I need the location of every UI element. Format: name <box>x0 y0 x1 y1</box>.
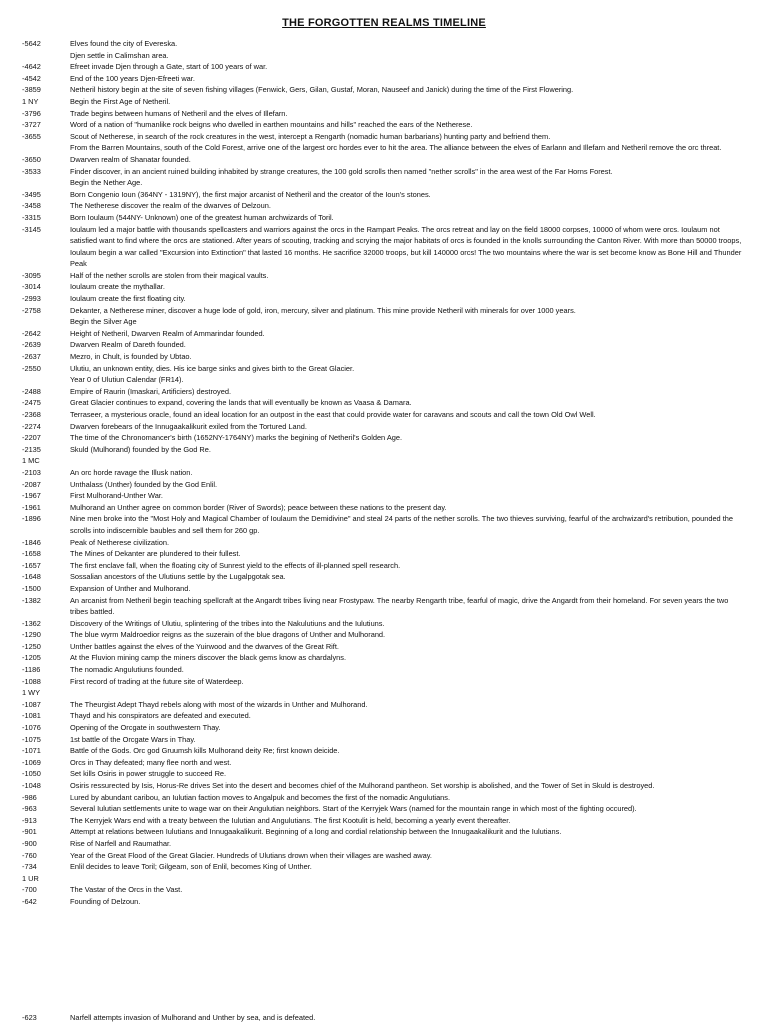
entry-text: 1st battle of the Orcgate Wars in Thay. <box>70 734 196 744</box>
timeline-entry <box>22 676 747 688</box>
entry-year <box>22 50 70 62</box>
entry-text: At the Fluvion mining camp the miners discover the black gems know as chardalyns. <box>70 653 347 663</box>
entry-year: -760 <box>22 850 37 860</box>
entry-year: -3533 <box>22 166 41 176</box>
entry-year <box>22 142 70 154</box>
entry-text: From the Barren Mountains, south of the Cold Forest, arrive one of the largest orc hordes ever to hit the area. The alliance between the elves of Earlann and Illefarn and Netheril remove the orc threat. <box>70 143 722 153</box>
timeline-entry <box>22 374 747 386</box>
entry-year: -1657 <box>22 560 41 570</box>
entry-text: First Mulhorand-Unther War. <box>70 491 163 501</box>
timeline-entry <box>22 490 747 502</box>
entry-year: -1250 <box>22 641 41 651</box>
entry-year: -1075 <box>22 734 41 744</box>
entry-text: The first enclave fall, when the floating city of Sunrest yield to the effects of ill-planned spell research. <box>70 560 401 570</box>
timeline-entry <box>22 200 747 212</box>
entry-text: Year of the Great Flood of the Great Glacier. Hundreds of Ulutians drown when their villages are washed away. <box>70 850 432 860</box>
entry-year: -3650 <box>22 154 41 164</box>
timeline-entry <box>22 305 747 317</box>
timeline-entry <box>22 316 747 328</box>
timeline-entry <box>22 664 747 676</box>
entry-year: -1500 <box>22 583 41 593</box>
timeline-entry <box>22 618 747 630</box>
entry-year: 1 NY <box>22 96 39 106</box>
entry-year: -642 <box>22 896 37 906</box>
entry-text: First record of trading at the future site of Waterdeep. <box>70 676 244 686</box>
entry-text: Begin the Nether Age. <box>70 178 143 188</box>
entry-year: -700 <box>22 885 37 895</box>
entry-year: -3796 <box>22 108 41 118</box>
timeline-entry <box>22 61 747 73</box>
entry-text: Born Ioulaum (544NY- Unknown) one of the greatest human archwizards of Toril. <box>70 212 334 222</box>
timeline-entry <box>22 409 747 421</box>
timeline-entry <box>22 84 747 96</box>
entry-year: -1081 <box>22 711 41 721</box>
timeline-entry <box>22 757 747 769</box>
entry-year: -901 <box>22 827 37 837</box>
entry-text: The Netherese discover the realm of the dwarves of Delzoun. <box>70 201 271 211</box>
entry-year: -3014 <box>22 282 41 292</box>
entry-year: -1076 <box>22 723 41 733</box>
entry-year: -1048 <box>22 781 41 790</box>
entry-year: -2639 <box>22 340 41 350</box>
entry-year: -2135 <box>22 444 41 454</box>
timeline-entry <box>22 537 747 549</box>
timeline-entry <box>22 722 747 734</box>
entry-text: Thayd and his conspirators are defeated and executed. <box>70 711 251 721</box>
entry-text: The Theurgist Adept Thayd rebels along with most of the wizards in Unther and Mulhorand. <box>70 699 368 709</box>
entry-text: The blue wyrm Maldroedior reigns as the suzerain of the blue dragons of Unther and Mulhorand. <box>70 630 386 640</box>
entry-text: Height of Netheril, Dwarven Realm of Ammarindar founded. <box>70 328 265 338</box>
entry-text <box>70 873 747 885</box>
entry-text: Unther battles against the elves of the Yuirwood and the dwarves of the Great Rift. <box>70 641 339 651</box>
entry-text: An orc horde ravage the Illusk nation. <box>70 467 193 477</box>
entry-year: -5642 <box>22 39 41 48</box>
entry-text: Trade begins between humans of Netheril and the elves of Illefarn. <box>70 108 288 118</box>
entry-text: Founding of Delzoun. <box>70 896 141 906</box>
entry-text: Finder discover, in an ancient ruined building inhabited by strange creatures, the 100 gold scrolls then named "nether scrolls" in the area west of the Far Horns Forest. <box>70 166 613 176</box>
timeline-entry <box>22 629 747 641</box>
entry-year: -2087 <box>22 479 41 489</box>
entry-text: Efreet invade Djen through a Gate, start of 100 years of war. <box>70 62 268 72</box>
timeline-entry <box>22 397 747 409</box>
timeline-entry <box>22 50 747 62</box>
entry-text: The time of the Chronomancer's birth (1652NY-1764NY) marks the begining of Netheril's Golden Age. <box>70 433 403 443</box>
entry-text: Dekanter, a Netherese miner, discover a huge lode of gold, iron, mercury, silver and platinum. This mine provide Netheril with minerals for over 1000 years. <box>70 305 576 315</box>
timeline-entry <box>22 734 747 746</box>
entry-year: -1967 <box>22 491 41 501</box>
entry-text: Battle of the Gods. Orc god Gruumsh kills Mulhorand deity Re; first known deicide. <box>70 746 340 756</box>
timeline-entry <box>22 687 747 699</box>
entry-text: Narfell attempts invasion of Mulhorand and Unther by sea, and is defeated. <box>70 1013 316 1022</box>
entry-year: -1050 <box>22 769 41 779</box>
timeline-entry <box>22 154 747 166</box>
entry-text: Nine men broke into the "Most Holy and Magical Chamber of Ioulaum the Demidivine" and steal 24 parts of the nether scrolls. The two thieves surviving, fearful of the archwizard's retribution, pounded the scrolls into indiscernible baubles and sell them for 260 gp. <box>70 514 733 535</box>
entry-text: Word of a nation of "humanlike rock beigns who dwelled in earthen mountains and hills" reached the ears of the Netherese. <box>70 120 473 130</box>
timeline-entry <box>22 815 747 827</box>
entry-year: -2637 <box>22 352 41 362</box>
timeline-entry <box>22 548 747 560</box>
entry-text: Netheril history begin at the site of seven fishing villages (Fenwick, Gers, Gilan, Gustaf, Moran, Nauseef and Janick) during the time of the First Flowering. <box>70 85 574 95</box>
timeline-entry <box>22 873 747 885</box>
entry-year: -734 <box>22 862 37 872</box>
timeline-entry <box>22 96 747 108</box>
timeline-entry <box>22 850 747 862</box>
document-title: THE FORGOTTEN REALMS TIMELINE <box>282 17 486 29</box>
entry-year: -2274 <box>22 421 41 431</box>
timeline-entry <box>22 224 747 270</box>
entry-year: -4642 <box>22 62 41 72</box>
entry-year: -1846 <box>22 537 41 547</box>
entry-text: Begin the Silver Age <box>70 317 137 327</box>
entry-year: -2642 <box>22 328 41 338</box>
timeline-entry <box>22 38 747 50</box>
entry-year: -1648 <box>22 572 41 582</box>
entry-text: Enlil decides to leave Toril; Gilgeam, son of Enlil, becomes King of Unther. <box>70 862 312 872</box>
timeline-entry <box>22 571 747 583</box>
entry-year: -3458 <box>22 201 41 211</box>
entry-year: -3315 <box>22 212 41 222</box>
entry-year: -1896 <box>22 514 41 524</box>
timeline-entry <box>22 212 747 224</box>
entry-text <box>70 687 747 699</box>
entry-year: -2103 <box>22 467 41 477</box>
entry-text: Dwarven forebears of the Innugaakalikurit exiled from the Tortured Land. <box>70 421 307 431</box>
timeline-entry <box>22 710 747 722</box>
entry-text: Attempt at relations between Iulutians and Innugaakalikurit. Beginning of a long and cordial relationship between the Innugaakalikurit and the Iulutians. <box>70 827 562 837</box>
entry-year: -3095 <box>22 270 41 280</box>
timeline-entry <box>22 792 747 804</box>
timeline-entry <box>22 560 747 572</box>
entry-text: Expansion of Unther and Mulhorand. <box>70 583 191 593</box>
entry-text: Dwarven Realm of Dareth founded. <box>70 340 186 350</box>
entry-text: The Vastar of the Orcs in the Vast. <box>70 885 183 895</box>
entry-year: 1 UR <box>22 873 39 883</box>
timeline-entry <box>22 513 747 536</box>
entry-year: -913 <box>22 815 37 825</box>
timeline-entries <box>22 38 747 908</box>
timeline-entry <box>22 363 747 375</box>
entry-year: -1382 <box>22 595 41 605</box>
entry-year: -4542 <box>22 73 41 83</box>
entry-year: -1069 <box>22 757 41 767</box>
timeline-entry <box>22 479 747 491</box>
timeline-entry <box>22 641 747 653</box>
timeline-entry <box>22 142 747 154</box>
timeline-entry <box>22 768 747 780</box>
entry-year: -986 <box>22 792 37 802</box>
entry-year: -2207 <box>22 433 41 443</box>
entry-year: -1088 <box>22 676 41 686</box>
entry-year: -2488 <box>22 386 41 396</box>
entry-year: -2550 <box>22 363 41 373</box>
entry-year: -1071 <box>22 746 41 756</box>
timeline-entry <box>22 281 747 293</box>
timeline-entry <box>22 328 747 340</box>
timeline-entry <box>22 444 747 456</box>
timeline-entry <box>22 745 747 757</box>
entry-text: The Mines of Dekanter are plundered to their fullest. <box>70 549 241 559</box>
timeline-entry <box>22 652 747 664</box>
timeline-entry-late <box>22 1012 747 1024</box>
entry-year: -3727 <box>22 120 41 130</box>
entry-text: Skuld (Mulhorand) founded by the God Re. <box>70 444 211 454</box>
entry-text <box>70 455 747 467</box>
timeline-entry <box>22 838 747 850</box>
timeline-entry <box>22 803 747 815</box>
timeline-entry <box>22 189 747 201</box>
entry-text: Elves found the city of Evereska. <box>70 39 178 48</box>
entry-year <box>22 177 70 189</box>
timeline-entry <box>22 595 747 618</box>
entry-text: Ioulaum create the first floating city. <box>70 294 186 304</box>
entry-text: Orcs in Thay defeated; many flee north and west. <box>70 757 232 767</box>
entry-text: Scout of Netherese, in search of the rock creatures in the west, intercept a Rengarth (nomadic human barbarians) hunting party and befriend them. <box>70 131 551 141</box>
timeline-entry <box>22 293 747 305</box>
entry-text: Mezro, in Chult, is founded by Ubtao. <box>70 352 192 362</box>
timeline-entry <box>22 270 747 282</box>
timeline-entry <box>22 502 747 514</box>
timeline-entry <box>22 386 747 398</box>
entry-year: 1 MC <box>22 456 40 466</box>
entry-year: -1290 <box>22 630 41 640</box>
entry-text: Great Glacier continues to expand, covering the lands that will eventually be known as Vaasa & Damara. <box>70 398 412 408</box>
timeline-entry <box>22 896 747 908</box>
entry-text: Peak of Netherese civilization. <box>70 537 170 547</box>
entry-year: -2758 <box>22 305 41 315</box>
timeline-entry <box>22 699 747 711</box>
entry-year: -2475 <box>22 398 41 408</box>
entry-year <box>22 374 70 386</box>
entry-year: -1961 <box>22 502 41 512</box>
entry-year: -3655 <box>22 131 41 141</box>
entry-year: -3145 <box>22 224 41 234</box>
entry-text: Ioulaum create the mythallar. <box>70 282 165 292</box>
entry-text: Year 0 of Ulutiun Calendar (FR14). <box>70 375 184 385</box>
entry-year <box>22 316 70 328</box>
entry-year: -1205 <box>22 653 41 663</box>
timeline-entry <box>22 166 747 178</box>
entry-text: Ioulaum led a major battle with thousands spellcasters and warriors against the orcs in the Rampart Peaks. The orcs retreat and lay on the field 18000 corpses, 10000 of whom were orcs. Ioulaum not satisfied want to find where the orcs are stationed. After years of scouting, tracking and scrying the major habitats of orcs is founded in the knolls surrounding the Canton River. With more than 50000 troops, Ioulaum begin a war called "Excursion into Extinction" that lasted 16 months. He sacrifice 32000 troops, but kill 140000 orcs! The two mountains where the war is set become know as Bone Hill and Thunder Peak <box>70 224 742 269</box>
timeline-entry <box>22 421 747 433</box>
entry-text: End of the 100 years Djen-Efreeti war. <box>70 73 195 83</box>
timeline-entry <box>22 131 747 143</box>
entry-year: -1186 <box>22 665 41 675</box>
entry-text: Empire of Raurin (Imaskari, Artificiers) destroyed. <box>70 386 231 396</box>
entry-text: Lured by abundant caribou, an Iulutian faction moves to Angalpuk and becomes the first of the nomadic Angulutians. <box>70 792 451 802</box>
entry-year: -3495 <box>22 189 41 199</box>
entry-text: Several Iulutian settlements unite to wage war on their Angulutian neighbors. Start of the Kerryjek Wars (named for the mountain range in which most of the fighting occured). <box>70 804 637 814</box>
timeline-entry <box>22 351 747 363</box>
entry-year: -623 <box>22 1013 37 1022</box>
timeline-entry <box>22 884 747 896</box>
entry-year: -1362 <box>22 618 41 628</box>
entry-text: Rise of Narfell and Raumathar. <box>70 838 172 848</box>
timeline-entry <box>22 339 747 351</box>
entry-text: An arcanist from Netheril begin teaching spellcraft at the Angardt tribes living near Frostypaw. The nearby Rengarth tribe, fearful of magic, drive the Angardt from their homeland. For seven years the two tribes battled. <box>70 595 729 617</box>
entry-text: Dwarven realm of Shanatar founded. <box>70 154 191 164</box>
timeline-entry <box>22 780 747 792</box>
entry-text: Unthalass (Unther) founded by the God Enlil. <box>70 479 218 489</box>
timeline-entry <box>22 826 747 838</box>
entry-text: Sossalian ancestors of the Ulutiuns settle by the Lugalpgotak sea. <box>70 572 286 582</box>
entry-text: Opening of the Orcgate in southwestern Thay. <box>70 723 221 733</box>
timeline-entry <box>22 177 747 189</box>
entry-text: Set kills Osiris in power struggle to succeed Re. <box>70 769 227 779</box>
entry-text: The Kerryjek Wars end with a treaty between the Iulutian and Angulutians. The first Kootulit is held, becoming a yearly event thereafter. <box>70 815 511 825</box>
timeline-entry <box>22 432 747 444</box>
timeline-entry <box>22 73 747 85</box>
entry-text: Begin the First Age of Netheril. <box>70 96 171 106</box>
entry-text: Discovery of the Writings of Ulutiu, splintering of the tribes into the Nakulutiuns and the Iulutiuns. <box>70 618 385 628</box>
entry-year: -2368 <box>22 410 41 419</box>
entry-year: -900 <box>22 838 37 848</box>
timeline-entry <box>22 108 747 120</box>
entry-text: Half of the nether scrolls are stolen from their magical vaults. <box>70 270 269 280</box>
entry-text: Born Congenio Ioun (364NY - 1319NY), the first major arcanist of Netheril and the creator of the Ioun's stones. <box>70 189 431 199</box>
entry-year: -2993 <box>22 294 41 304</box>
entry-year: -3859 <box>22 85 41 95</box>
entry-text: Mulhorand an Unther agree on common border (River of Swords); peace between these nations to the present day. <box>70 502 447 512</box>
entry-year: 1 WY <box>22 688 41 698</box>
entry-text: Terraseer, a mysterious oracle, found an ideal location for an outpost in the east that could provide water for caravans and scouts and call the town Old Owl Well. <box>70 410 596 419</box>
timeline-entry <box>22 455 747 467</box>
timeline-entry <box>22 467 747 479</box>
entry-text: Djen settle in Calimshan area. <box>70 50 169 60</box>
entry-text: Ulutiu, an unknown entity, dies. His ice barge sinks and gives birth to the Great Glacier. <box>70 363 355 373</box>
timeline-entry <box>22 119 747 131</box>
entry-year: -1658 <box>22 549 41 559</box>
timeline-entry <box>22 861 747 873</box>
entry-text: The nomadic Angulutiuns founded. <box>70 665 184 675</box>
entry-year: -963 <box>22 804 37 814</box>
entry-year: -1087 <box>22 699 41 709</box>
timeline-entry <box>22 583 747 595</box>
entry-text: Osiris ressurected by Isis, Horus-Re drives Set into the desert and becomes chief of the Mulhorand pantheon. Set worship is abolished, and the Tower of Set in Skuld is destroyed. <box>70 781 655 790</box>
